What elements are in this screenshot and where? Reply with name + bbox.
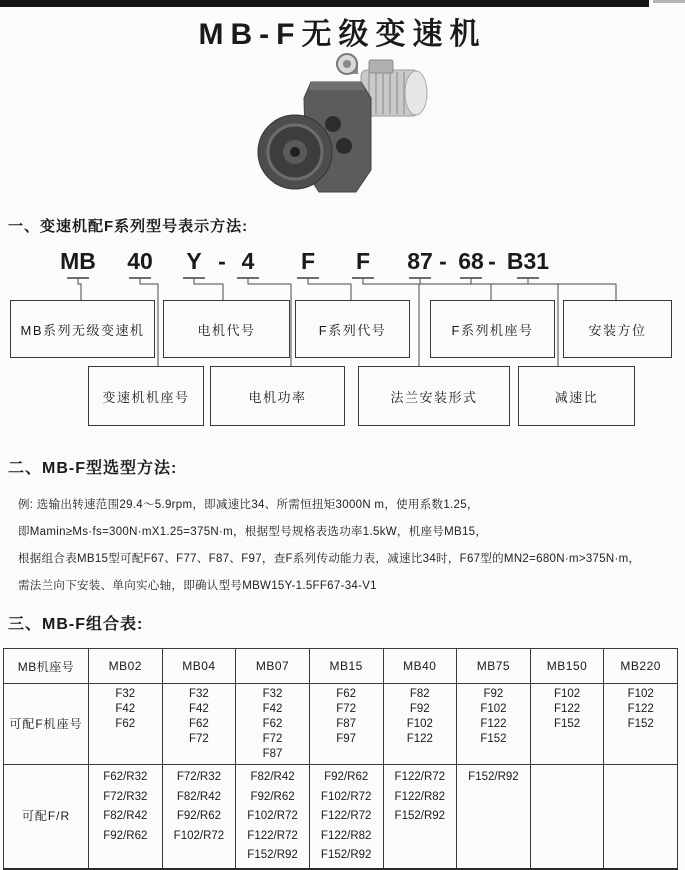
code-seg-4: 4 bbox=[241, 248, 255, 274]
col-header: MB220 bbox=[604, 649, 678, 684]
code-dash-1: - bbox=[218, 248, 226, 274]
box-f-series-code bbox=[295, 300, 410, 358]
box-variator-frame bbox=[88, 366, 204, 426]
code-seg-y: Y bbox=[186, 248, 202, 274]
row-label: 可配F/R bbox=[4, 765, 89, 869]
top-black-rule bbox=[0, 0, 649, 7]
table-header-row bbox=[4, 649, 678, 684]
box-label: 电机功率 bbox=[248, 389, 307, 405]
box-label: F系列代号 bbox=[318, 322, 387, 338]
box-flange-type bbox=[358, 366, 510, 426]
table-cell: F82 F92 F102 F122 bbox=[383, 684, 457, 765]
row-label: 可配F机座号 bbox=[4, 684, 89, 765]
section3-heading: 三、MB-F组合表: bbox=[8, 616, 144, 633]
code-seg-87: 87 bbox=[407, 248, 433, 274]
code-seg-40: 40 bbox=[127, 248, 153, 274]
table-cell: F92/R62 F102/R72 F122/R72 F122/R82 F152/R92 bbox=[309, 765, 383, 869]
table-row-fr-combos bbox=[4, 765, 678, 869]
col-header: MB75 bbox=[457, 649, 531, 684]
page-title: MB-F无级变速机 bbox=[198, 18, 487, 51]
table-cell: F102 F122 F152 bbox=[530, 684, 604, 765]
code-seg-b31: B31 bbox=[506, 248, 550, 274]
code-dash-2: - bbox=[439, 248, 447, 274]
example-line: 例: 选输出转速范围29.4～5.9rpm，即减速比34、所需恒扭矩3000N m，使用系数1.25， bbox=[18, 499, 479, 511]
code-dash-3: - bbox=[488, 248, 496, 274]
code-seg-mb: MB bbox=[60, 248, 96, 274]
box-label: 电机代号 bbox=[197, 322, 256, 338]
col-header: MB02 bbox=[89, 649, 163, 684]
table-cell: F62 F72 F87 F97 bbox=[309, 684, 383, 765]
example-line: 需法兰向下安装、单向实心轴，即确认型号MBW15Y-1.5FF67-34-V1 bbox=[18, 580, 377, 592]
box-label: 法兰安装形式 bbox=[390, 389, 478, 405]
table-cell: F32 F42 F62 F72 bbox=[162, 684, 236, 765]
code-seg-68: 68 bbox=[458, 248, 484, 274]
table-cell bbox=[604, 765, 678, 869]
table-cell: F122/R72 F122/R82 F152/R92 bbox=[383, 765, 457, 869]
box-motor-code bbox=[163, 300, 290, 358]
code-seg-f1: F bbox=[300, 248, 316, 274]
table-cell bbox=[530, 765, 604, 869]
box-label: F系列机座号 bbox=[451, 322, 534, 338]
box-label: 安装方位 bbox=[588, 322, 647, 338]
box-label: 减速比 bbox=[554, 389, 599, 405]
table-cell: F152/R92 bbox=[457, 765, 531, 869]
box-ratio bbox=[518, 366, 635, 426]
box-mount-position bbox=[563, 300, 672, 358]
box-f-frame-size bbox=[430, 300, 555, 358]
box-mb-series bbox=[10, 300, 155, 358]
col-header: MB150 bbox=[530, 649, 604, 684]
table-cell: F62/R32 F72/R32 F82/R42 F92/R62 bbox=[89, 765, 163, 869]
table-cell: F72/R32 F82/R42 F92/R62 F102/R72 bbox=[162, 765, 236, 869]
section1-heading: 一、变速机配F系列型号表示方法: bbox=[8, 218, 249, 235]
table-cell: F32 F42 F62 bbox=[89, 684, 163, 765]
col-header: MB机座号 bbox=[4, 649, 89, 684]
box-motor-power bbox=[210, 366, 345, 426]
table-row-f-frames bbox=[4, 684, 678, 765]
example-line: 根据组合表MB15型可配F67、F77、F87、F97，查F系列传动能力表，减速比34时，F67型的MN2=680N·m>375N·m， bbox=[18, 553, 641, 565]
table-cell: F32 F42 F62 F72 F87 bbox=[236, 684, 310, 765]
col-header: MB04 bbox=[162, 649, 236, 684]
code-seg-f2: F bbox=[355, 248, 371, 274]
col-header: MB40 bbox=[383, 649, 457, 684]
selection-example-text bbox=[18, 492, 680, 600]
box-label: MB系列无级变速机 bbox=[20, 322, 145, 338]
combination-table bbox=[3, 648, 678, 870]
gearmotor-photo bbox=[243, 52, 433, 200]
table-cell: F102 F122 F152 bbox=[604, 684, 678, 765]
table-cell: F92 F102 F122 F152 bbox=[457, 684, 531, 765]
example-line: 即Mamin≥Ms·fs=300N·mX1.25=375N·m，根据型号规格表选功率1.5kW，机座号MB15， bbox=[18, 526, 488, 538]
page-corner-mark bbox=[653, 0, 685, 3]
col-header: MB07 bbox=[236, 649, 310, 684]
col-header: MB15 bbox=[309, 649, 383, 684]
box-label: 变速机机座号 bbox=[102, 389, 190, 405]
table-cell: F82/R42 F92/R62 F102/R72 F122/R72 F152/R92 bbox=[236, 765, 310, 869]
section2-heading: 二、MB-F型选型方法: bbox=[8, 460, 178, 477]
